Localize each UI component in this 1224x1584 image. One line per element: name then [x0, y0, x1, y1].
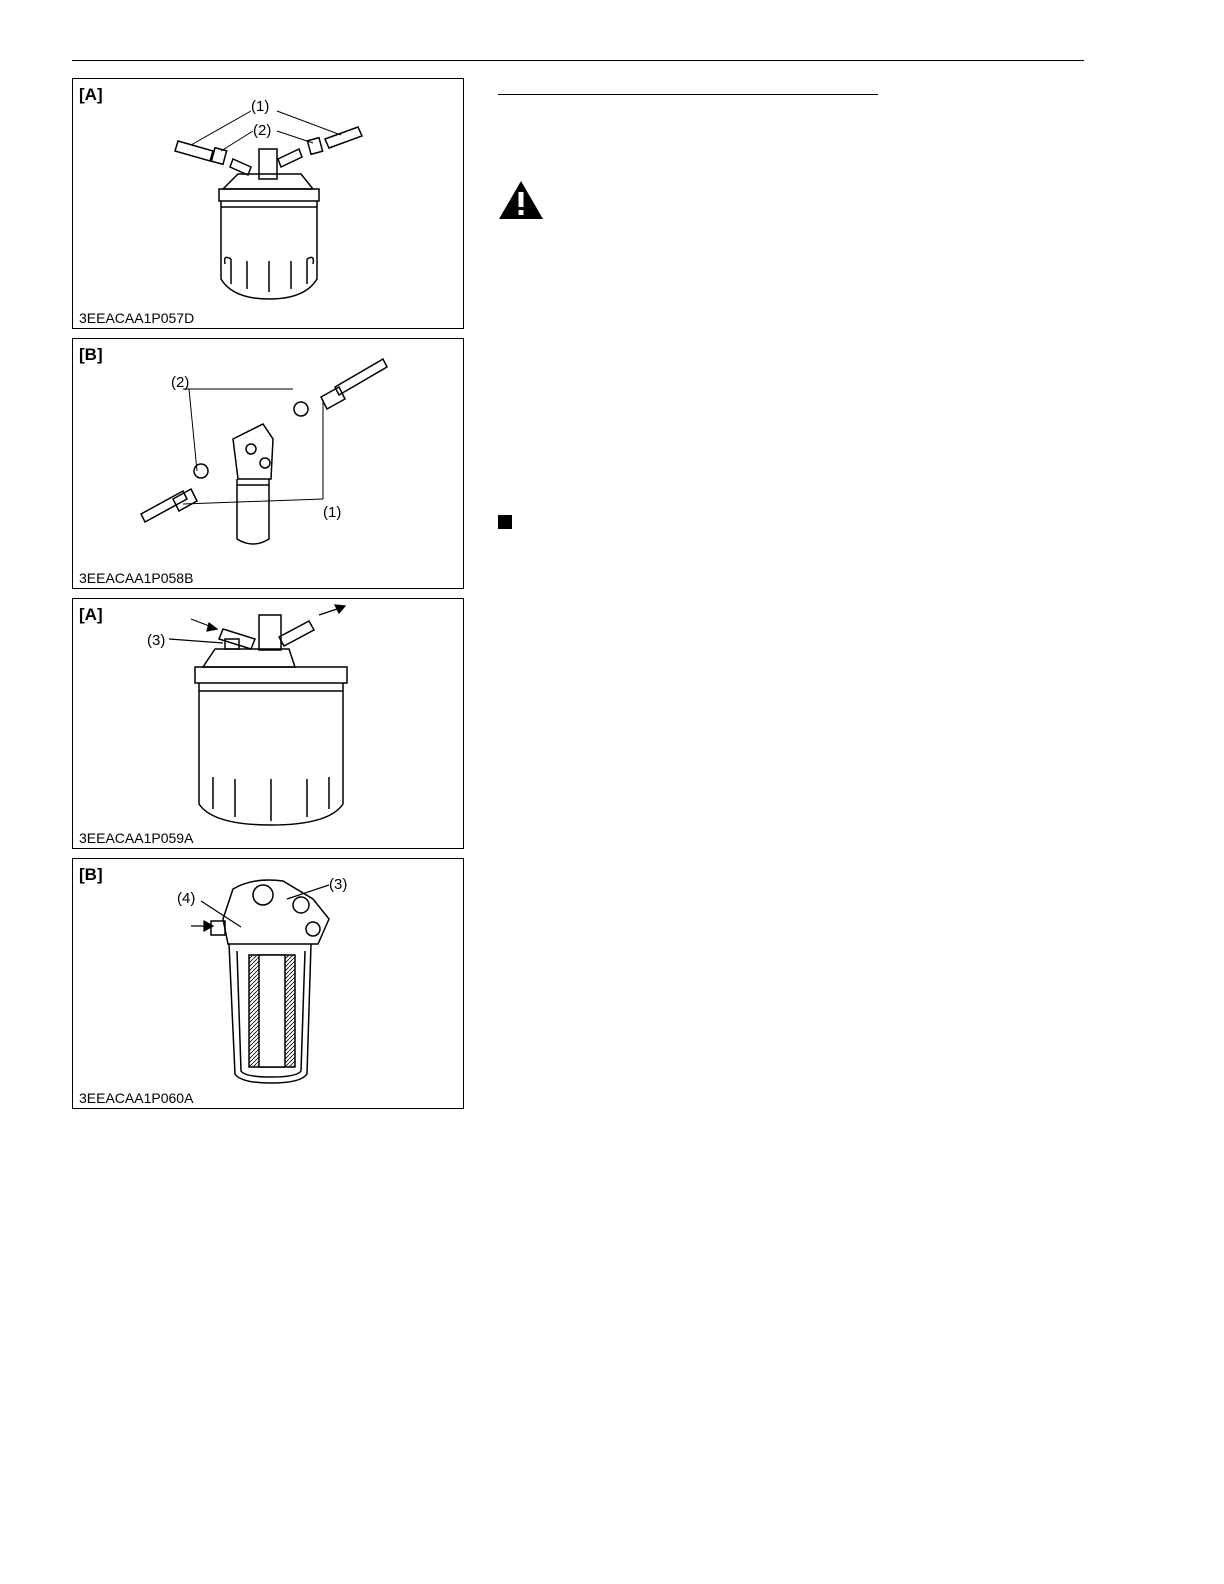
fuel-filter-cutaway-illustration	[73, 859, 465, 1110]
figure-label: [A]	[79, 85, 103, 104]
figure-code: 3EEACAA1P059A	[79, 830, 194, 846]
fuel-filter-side-illustration	[73, 339, 465, 590]
warning-triangle-icon	[498, 180, 544, 220]
callout-3: (3)	[329, 876, 348, 893]
section-title-rule	[498, 94, 878, 95]
callout-1: (1)	[323, 504, 342, 521]
callout-3: (3)	[147, 632, 166, 649]
fuel-filter-flow-illustration	[73, 599, 465, 850]
fuel-filter-pot-illustration	[73, 79, 465, 330]
figure-label: [B]	[79, 865, 103, 884]
callout-4: (4)	[177, 890, 196, 907]
figure-fuel-filter-b1	[72, 338, 464, 589]
figure-code: 3EEACAA1P060A	[79, 1090, 194, 1106]
callout-2: (2)	[171, 374, 190, 391]
figure-code: 3EEACAA1P057D	[79, 310, 195, 326]
figure-code: 3EEACAA1P058B	[79, 570, 194, 586]
figure-fuel-filter-b2	[72, 858, 464, 1109]
figure-label: [B]	[79, 345, 103, 364]
square-bullet-icon	[498, 515, 512, 529]
header-rule	[72, 60, 1084, 61]
callout-1: (1)	[251, 98, 270, 115]
figure-fuel-filter-a1	[72, 78, 464, 329]
callout-2: (2)	[253, 122, 272, 139]
figure-label: [A]	[79, 605, 103, 624]
figure-fuel-filter-a2	[72, 598, 464, 849]
